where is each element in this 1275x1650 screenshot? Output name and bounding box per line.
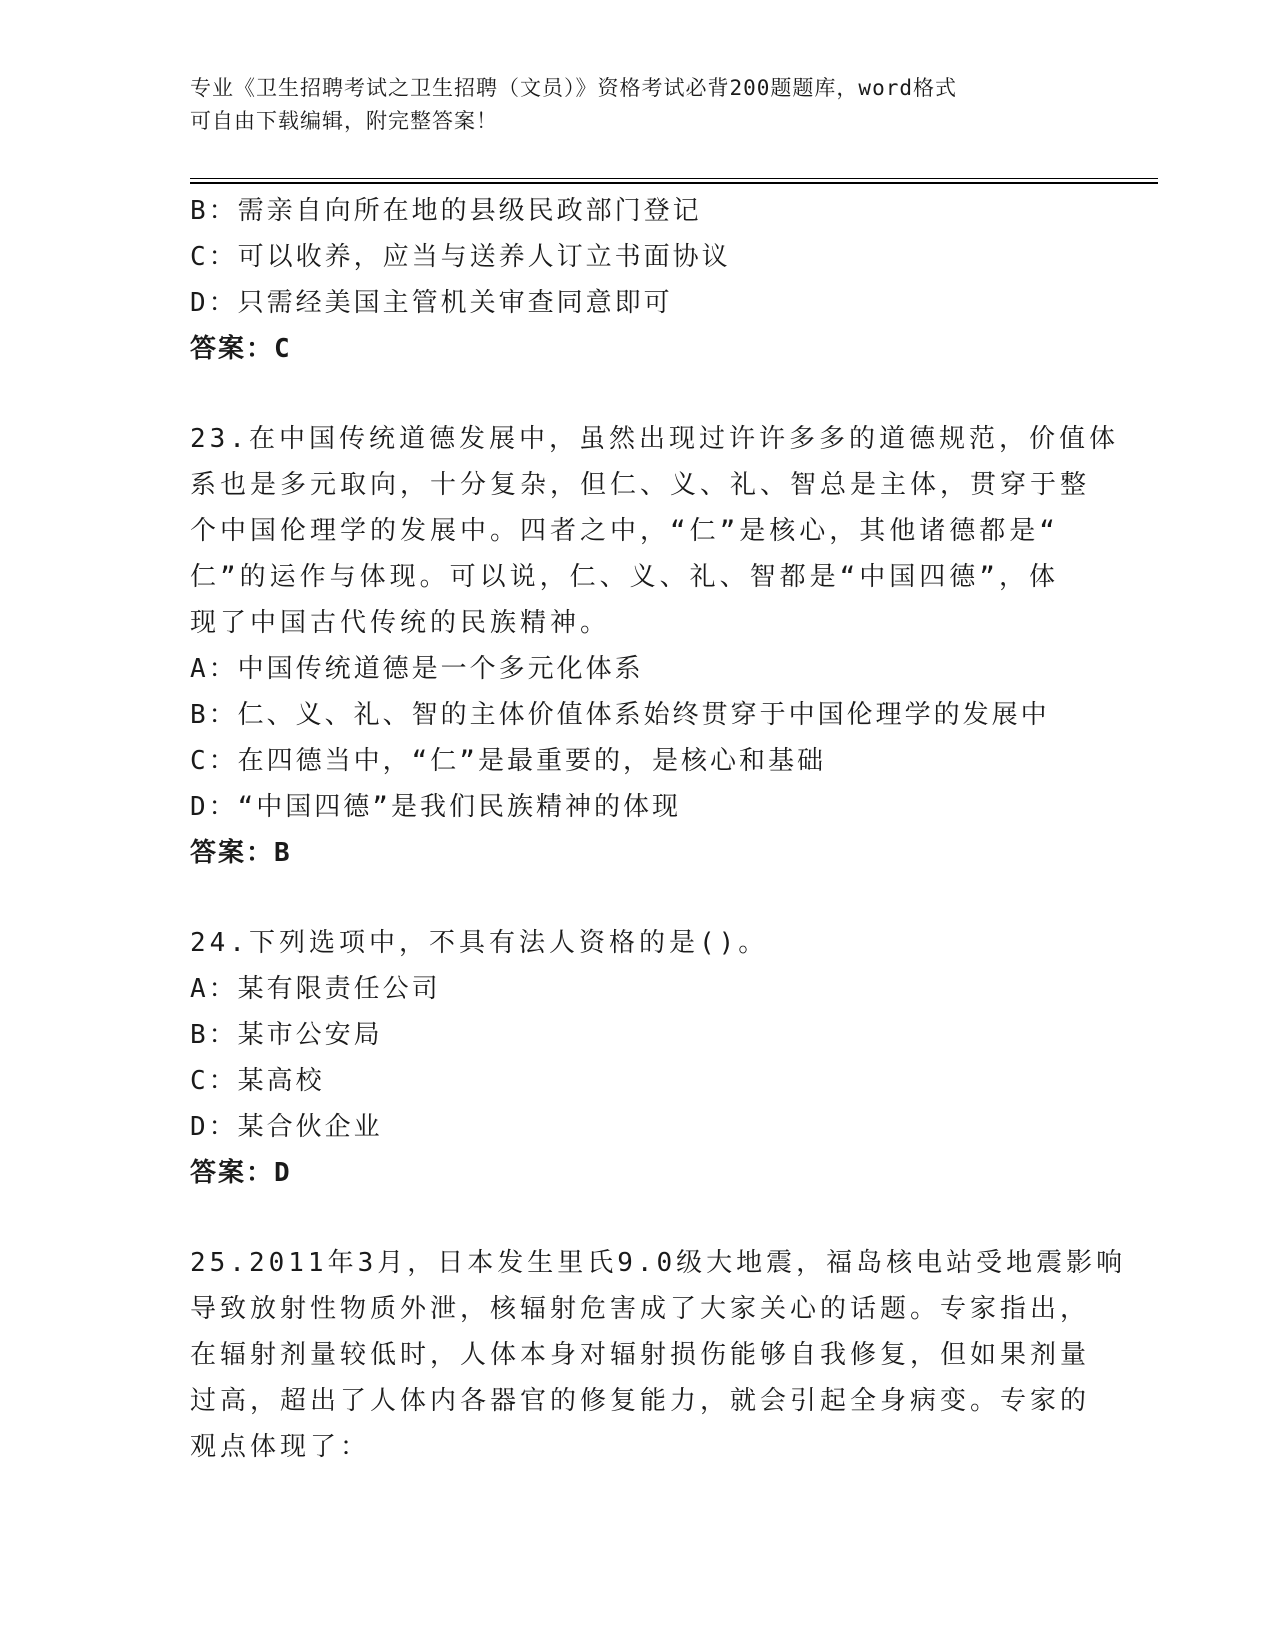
spacer bbox=[190, 1196, 1090, 1240]
stem-line: 个中国伦理学的发展中。四者之中，“仁”是核心，其他诸德都是“ bbox=[190, 516, 1059, 546]
stem-line: 系也是多元取向，十分复杂，但仁、义、礼、智总是主体，贯穿于整 bbox=[190, 470, 1091, 500]
question-stem bbox=[190, 1240, 1127, 1470]
option-c: C：某高校 bbox=[190, 1066, 325, 1096]
option-b: B：仁、义、礼、智的主体价值体系始终贯穿于中国伦理学的发展中 bbox=[190, 700, 1050, 730]
header-divider bbox=[190, 178, 1158, 184]
option-d: D：“中国四德”是我们民族精神的体现 bbox=[190, 792, 681, 822]
question-23 bbox=[190, 416, 1119, 876]
stem-line: 现了中国古代传统的民族精神。 bbox=[190, 608, 611, 638]
option-a: A：某有限责任公司 bbox=[190, 974, 441, 1004]
question-25 bbox=[190, 1240, 1127, 1470]
option-b: B：需亲自向所在地的县级民政部门登记 bbox=[190, 196, 702, 226]
stem-line: 观点体现了： bbox=[190, 1432, 371, 1462]
option-d: D：某合伙企业 bbox=[190, 1112, 383, 1142]
stem-line: 导致放射性物质外泄，核辐射危害成了大家关心的话题。专家指出， bbox=[190, 1294, 1091, 1324]
stem-line: 过高，超出了人体内各器官的修复能力，就会引起全身病变。专家的 bbox=[190, 1386, 1091, 1416]
spacer bbox=[190, 372, 1090, 416]
answer: 答案：C bbox=[190, 334, 292, 364]
question-24 bbox=[190, 920, 1090, 1196]
option-c: C：在四德当中，“仁”是最重要的，是核心和基础 bbox=[190, 746, 826, 776]
stem-line: 仁”的运作与体现。可以说，仁、义、礼、智都是“中国四德”，体 bbox=[190, 562, 1059, 592]
option-d: D：只需经美国主管机关审查同意即可 bbox=[190, 288, 673, 318]
question-22-tail bbox=[190, 188, 1090, 372]
document-body bbox=[190, 188, 1127, 1470]
stem-line: 25.2011年3月，日本发生里氏9.0级大地震，福岛核电站受地震影响 bbox=[190, 1248, 1127, 1278]
header-line: 可自由下载编辑，附完整答案！ bbox=[190, 109, 498, 133]
stem-line: 24.下列选项中，不具有法人资格的是()。 bbox=[190, 928, 769, 958]
stem-line: 23.在中国传统道德发展中，虽然出现过许许多多的道德规范，价值体 bbox=[190, 424, 1119, 454]
option-c: C：可以收养，应当与送养人订立书面协议 bbox=[190, 242, 731, 272]
answer: 答案：D bbox=[190, 1158, 292, 1188]
spacer bbox=[190, 876, 1090, 920]
answer: 答案：B bbox=[190, 838, 292, 868]
option-a: A：中国传统道德是一个多元化体系 bbox=[190, 654, 644, 684]
document-header bbox=[190, 72, 1070, 138]
question-stem bbox=[190, 920, 1090, 966]
header-line: 专业《卫生招聘考试之卫生招聘（文员）》资格考试必背200题题库，word格式 bbox=[190, 76, 957, 100]
option-b: B：某市公安局 bbox=[190, 1020, 383, 1050]
stem-line: 在辐射剂量较低时，人体本身对辐射损伤能够自我修复，但如果剂量 bbox=[190, 1340, 1091, 1370]
question-stem bbox=[190, 416, 1119, 646]
